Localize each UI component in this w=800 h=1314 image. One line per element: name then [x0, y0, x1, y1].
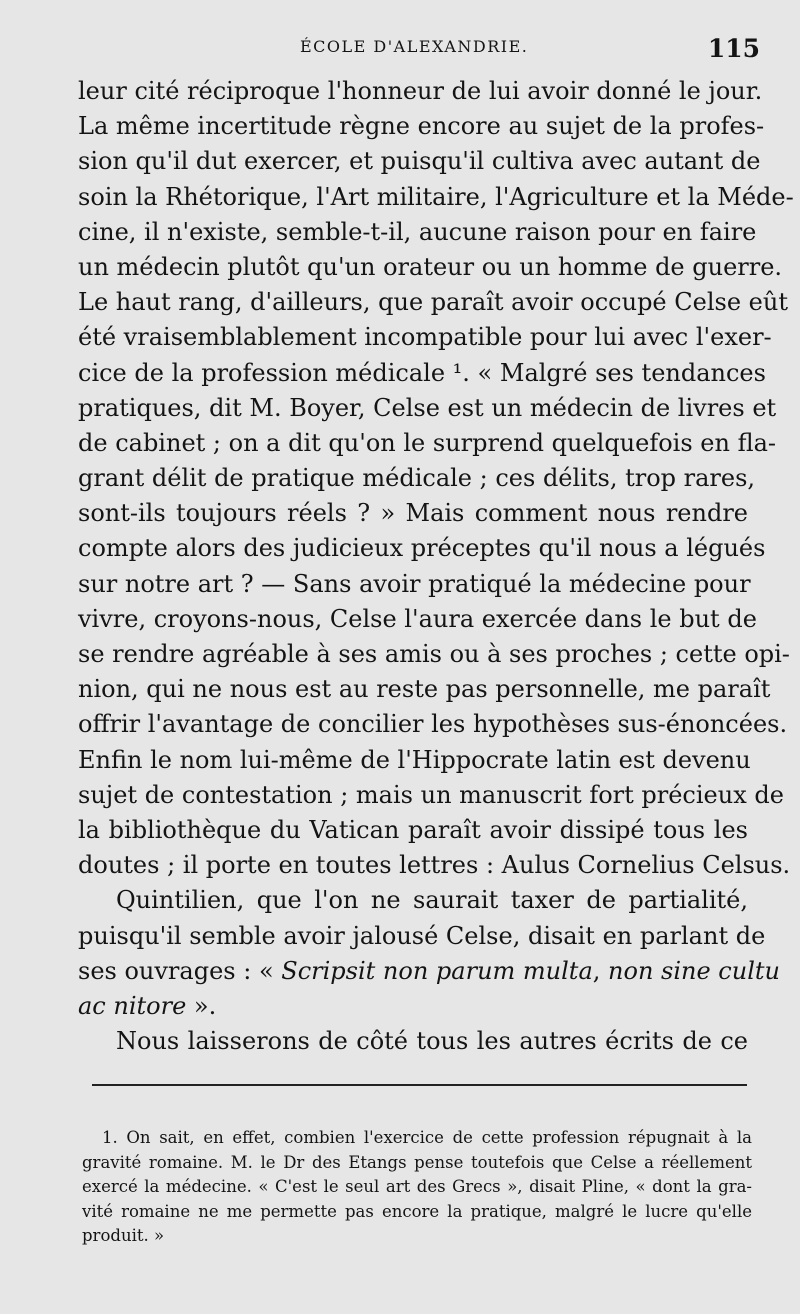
text-line: nion, qui ne nous est au reste pas personnelle, me paraît [78, 675, 771, 704]
latin-quote-part-2: non sine cultu [608, 956, 780, 985]
text-line: cice de la profession médicale ¹. « Malgré ses tendances [78, 358, 766, 387]
text-line: Quintilien, que l'on ne saurait taxer de partialité, [116, 886, 748, 915]
body-text [78, 74, 794, 1059]
text-line: sion qu'il dut exercer, et puisqu'il cultiva avec autant de [78, 147, 761, 176]
quote-comma: , [592, 956, 601, 985]
footnotes [82, 1126, 752, 1249]
text-line: Enfin le nom lui-même de l'Hippocrate latin est devenu [78, 745, 751, 774]
footnote-line: exercé la médecine. « C'est le seul art des Grecs », disait Pline, « dont la gra- [82, 1177, 752, 1196]
text-line: se rendre agréable à ses amis ou à ses proches ; cette opi- [78, 640, 790, 668]
text-segment: ses ouvrages : « [78, 956, 274, 985]
text-line: grant délit de pratique médicale ; ces délits, trop rares, [78, 464, 756, 493]
text-line: Le haut rang, d'ailleurs, que paraît avoir occupé Celse eût [78, 288, 788, 317]
quote-line [78, 954, 780, 989]
text-line: puisqu'il semble avoir jalousé Celse, disait en parlant de [78, 921, 766, 950]
text-line: un médecin plutôt qu'un orateur ou un homme de guerre. [78, 252, 783, 281]
text-line: pratiques, dit M. Boyer, Celse est un médecin de livres et [78, 393, 777, 422]
text-line: compte alors des judicieux préceptes qu'il nous a légués [78, 534, 766, 563]
page-header [0, 34, 800, 68]
text-line: la bibliothèque du Vatican paraît avoir dissipé tous les [78, 815, 748, 844]
text-line: de cabinet ; on a dit qu'on le surprend quelquefois en fla- [78, 428, 777, 457]
quote-close: ». [186, 991, 217, 1020]
footnote-line: 1. On sait, en effet, combien l'exercice de cette profession répugnait à la [102, 1128, 752, 1147]
text-line: sont-ils toujours réels ? » Mais comment nous rendre [78, 499, 748, 528]
text-line: été vraisemblablement incompatible pour lui avec l'exer- [78, 323, 772, 352]
running-title: ÉCOLE D'ALEXANDRIE. [300, 37, 529, 56]
page-number: 115 [707, 34, 760, 63]
text-line: doutes ; il porte en toutes lettres : Aulus Cornelius Celsus. [78, 851, 791, 880]
latin-quote-part-1: Scripsit non parum multa [281, 956, 593, 985]
text-line: sujet de contestation ; mais un manuscrit fort précieux de [78, 780, 784, 809]
footnote-line: produit. » [82, 1226, 165, 1245]
text-line: sur notre art ? — Sans avoir pratiqué la médecine pour [78, 569, 751, 598]
text-line: Nous laisserons de côté tous les autres écrits de ce [116, 1027, 748, 1056]
quote-line-end [78, 989, 748, 1024]
text-line: cine, il n'existe, semble-t-il, aucune raison pour en faire [78, 217, 757, 246]
text-line: soin la Rhétorique, l'Art militaire, l'Agriculture et la Méde- [78, 182, 794, 211]
latin-quote-part-3: ac nitore [78, 991, 187, 1020]
text-line: vivre, croyons-nous, Celse l'aura exercée dans le but de [78, 604, 757, 633]
text-line: La même incertitude règne encore au sujet de la profes- [78, 112, 765, 141]
footnote-divider [92, 1084, 747, 1086]
footnote-line: gravité romaine. M. le Dr des Etangs pense toutefois que Celse a réellement [82, 1152, 752, 1172]
text-line: leur cité réciproque l'honneur de lui avoir donné le jour. [78, 77, 763, 105]
text-line: offrir l'avantage de concilier les hypothèses sus-énoncées. [78, 710, 788, 739]
footnote-line: vité romaine ne me permette pas encore la pratique, malgré le lucre qu'elle [82, 1201, 752, 1221]
